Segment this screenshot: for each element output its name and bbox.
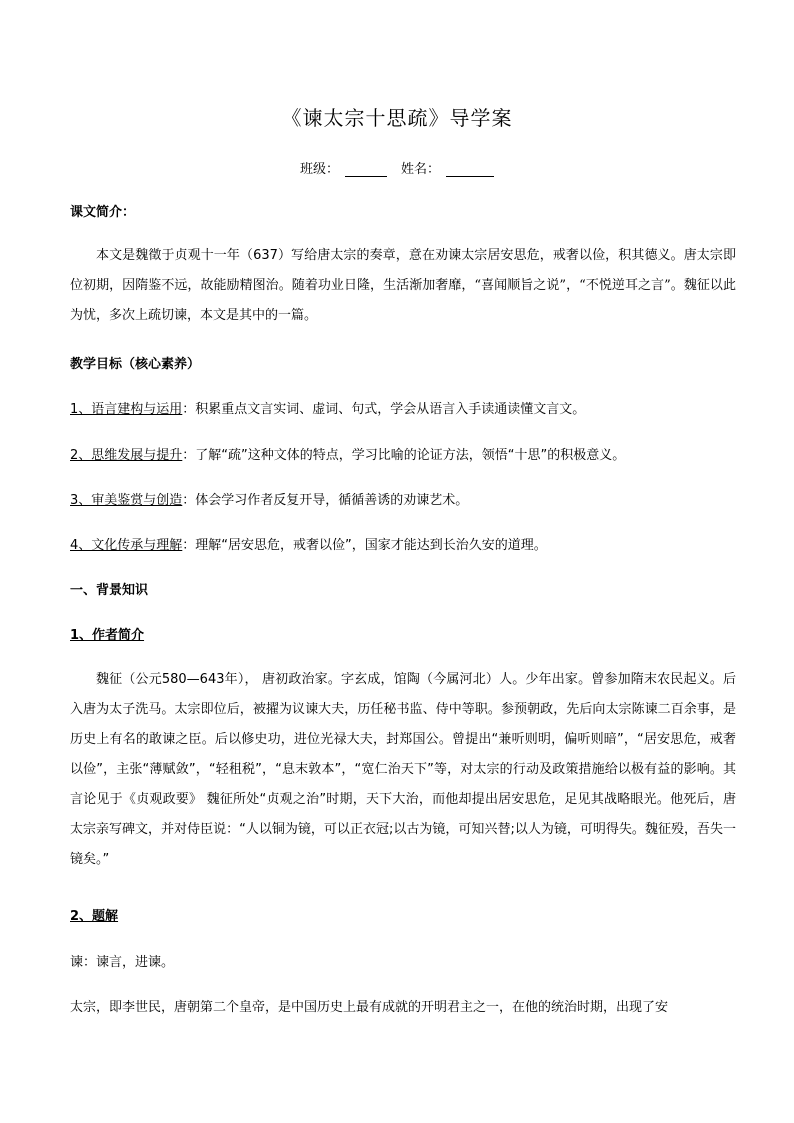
background-heading-block xyxy=(70,581,736,601)
title-explain-line-2: 太宗，即李世民，唐朝第二个皇帝，是中国历史上最有成就的开明君主之一，在他的统治时期，出现了安 xyxy=(70,1000,669,1015)
intro-text-b: 。魏征以此为忧，多次上疏切谏，本文是其中的一篇。 xyxy=(70,278,736,323)
goal-label: 3、审美鉴赏与创造 xyxy=(70,493,183,508)
goals-heading: 教学目标（核心素养） xyxy=(70,357,201,372)
intro-text-a: 本文是魏徵于贞观十一年（637）写给唐太宗的奏章，意在劝谏太宗居安思危，戒奢以俭，积其德义。唐太宗即位初期，因隋鉴不远，故能励精图治。随着功业日隆，生活渐加奢靡， xyxy=(70,248,736,293)
name-blank-field xyxy=(446,162,494,177)
class-blank-field xyxy=(345,162,387,177)
goals-heading-block xyxy=(70,355,736,375)
background-heading: 一、背景知识 xyxy=(70,583,149,598)
goal-text: ：理解“居安思危，戒奢以俭”，国家才能达到长治久安的道理。 xyxy=(182,538,547,553)
goal-item xyxy=(70,536,736,556)
goal-item xyxy=(70,491,736,511)
intro-paragraph xyxy=(70,241,736,331)
goal-label: 4、文化传承与理解 xyxy=(70,538,183,553)
document-title: 《谏太宗十思疏》导学案 xyxy=(281,106,513,130)
title-explain-heading-block xyxy=(70,907,736,927)
intro-heading: 课文简介： xyxy=(70,205,136,220)
author-heading-block xyxy=(70,626,736,646)
title-explain-heading: 2、题解 xyxy=(70,909,119,924)
goal-label: 1、语言建构与运用 xyxy=(70,402,183,417)
intro-text-quote: “喜闻顺旨之说”，“不悦逆耳之言” xyxy=(474,278,671,293)
student-info-line xyxy=(0,158,794,177)
goal-item xyxy=(70,446,736,466)
goal-text: ：积累重点文言实词、虚词、句式，学会从语言入手读通读懂文言文。 xyxy=(182,402,586,417)
goal-item xyxy=(70,400,736,420)
title-explain-line-1: 谏：谏言，进谏。 xyxy=(70,955,175,970)
goal-label: 2、思维发展与提升 xyxy=(70,448,183,463)
author-heading: 1、作者简介 xyxy=(70,628,145,643)
class-label: 班级： xyxy=(299,162,339,177)
goal-text: ：了解“疏”这种文体的特点，学习比喻的论证方法，领悟“十思”的积极意义。 xyxy=(182,448,626,463)
goal-text: ：体会学习作者反复开导，循循善诱的劝谏艺术。 xyxy=(182,493,469,508)
name-label: 姓名： xyxy=(401,162,441,177)
author-paragraph: 魏征（公元580—643年）， 唐初政治家。字玄成，馆陶（今属河北）人。少年出家。曾参加隋末农民起义。后入唐为太子洗马。太宗即位后，被擢为议谏大夫，历任秘书监、侍中等职。参预朝政，先后向太宗陈谏二百余事，是历史上有名的敢谏之臣。后以修史功，进位光禄大夫，封郑国公。曾提出“兼听则明，偏听则暗”，“居安思危，戒奢以俭”，主张“薄赋敛”，“轻租税”，“息末敦本”，“宽仁治天下”等，对太宗的行动及政策措施给以极有益的影响。其言论见于《贞观政要》 魏征所处“贞观之治”时期，天下大治，而他却提出居安思危，足见其战略眼光。他死后，唐太宗亲写碑文，并对侍臣说：“人以铜为镜，可以正衣冠;以古为镜，可知兴替;以人为镜，可明得失。魏征殁，吾失一镜矣。” xyxy=(70,672,736,867)
intro-heading-block xyxy=(70,203,736,223)
